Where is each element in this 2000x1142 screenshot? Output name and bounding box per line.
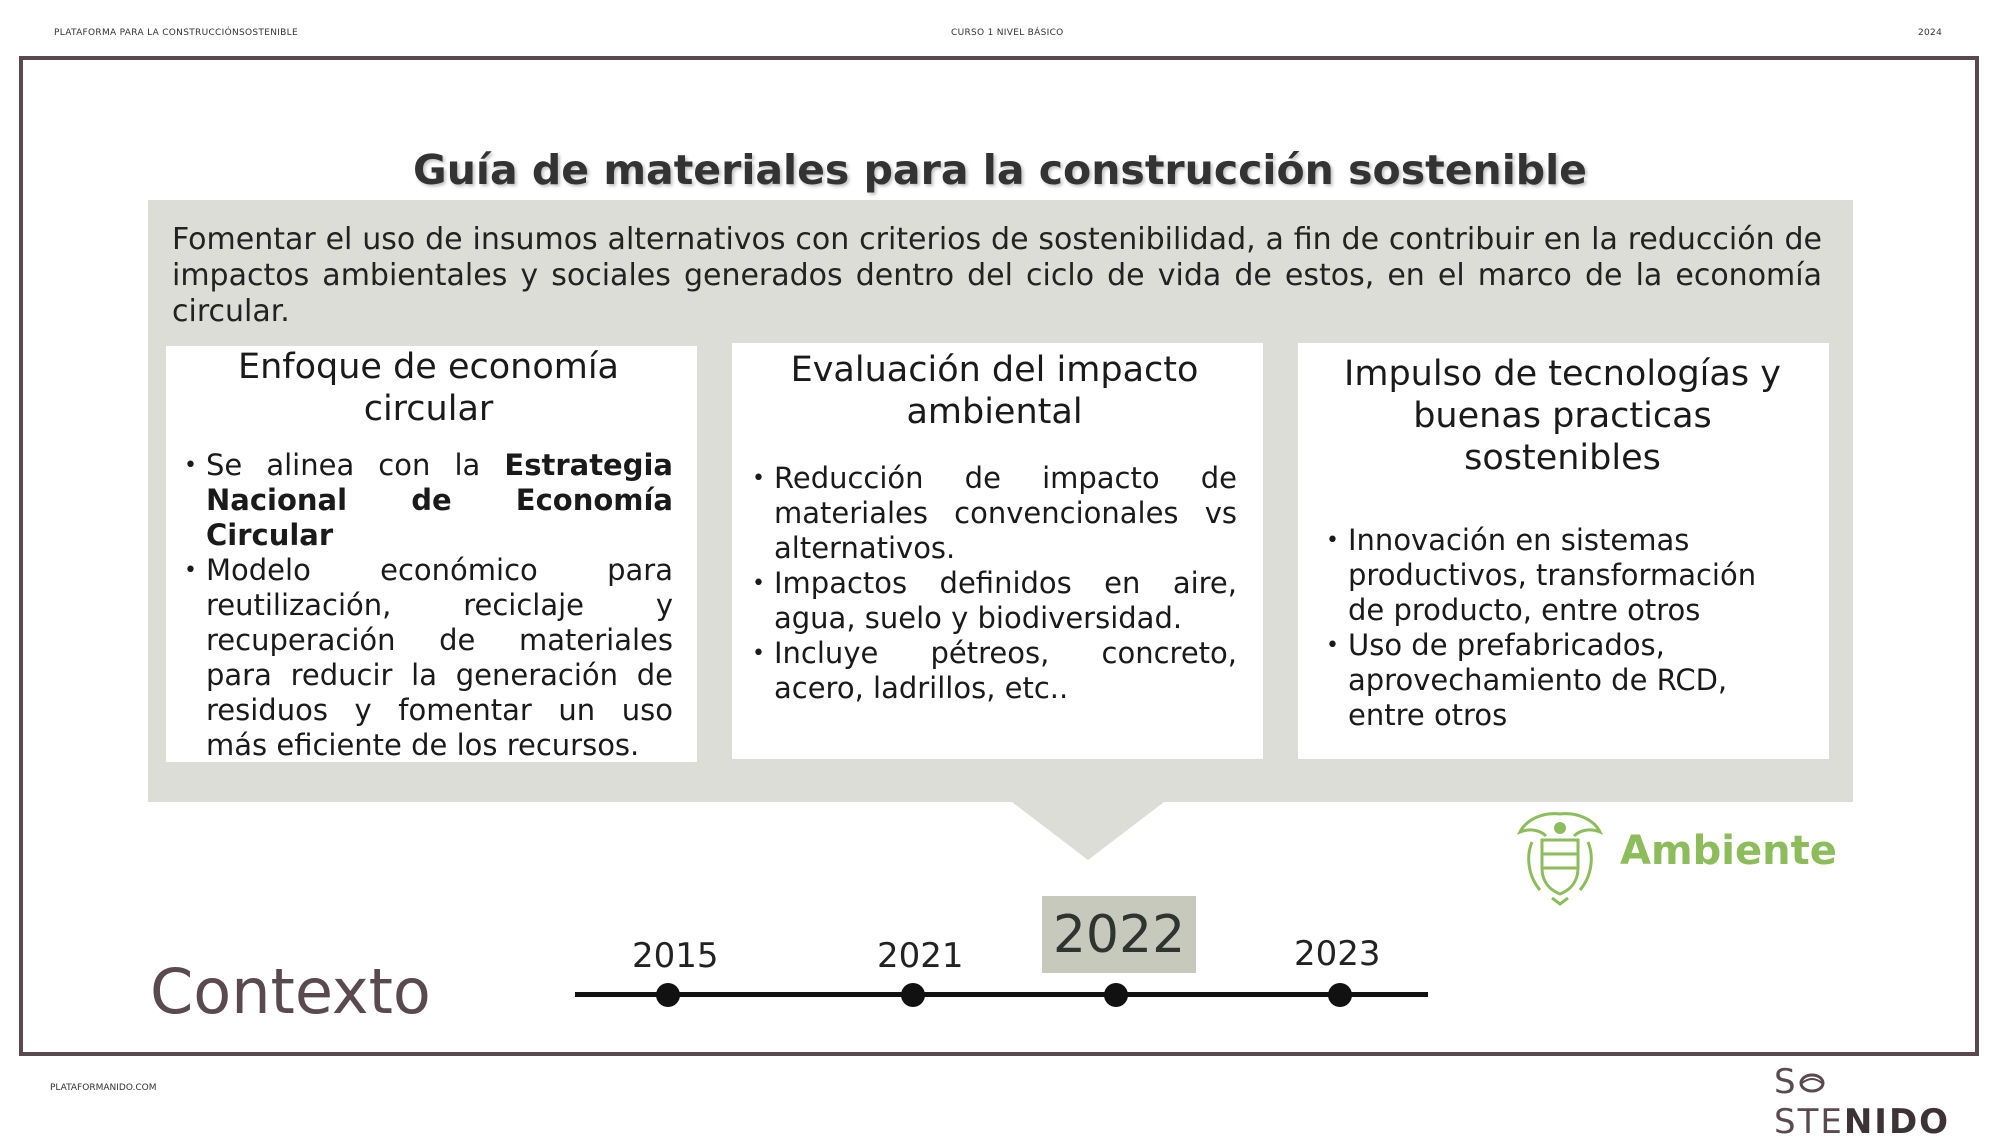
list-item: • Uso de prefabricados, aprovechamiento de RCD, entre otros [1326, 628, 1799, 733]
brand-nest-icon [1799, 1070, 1825, 1096]
header-left-text: PLATAFORMA PARA LA CONSTRUCCIÓNSOSTENIBLE [54, 28, 298, 38]
timeline-axis [575, 992, 1428, 997]
card-bullet-list [752, 461, 1237, 706]
timeline-dot [656, 983, 680, 1007]
card-bullet-list [1326, 523, 1799, 733]
panel-pointer [1012, 802, 1164, 860]
timeline-dot [901, 983, 925, 1007]
card-title: Evaluación del impacto ambiental [790, 350, 1199, 432]
slide-title: Guía de materiales para la construcción sostenible [413, 146, 1587, 194]
list-item: • Impactos definidos en aire, agua, suelo y biodiversidad. [752, 566, 1237, 636]
list-item: • Se alinea con la Estrategia Nacional de Economía Circular [184, 448, 673, 553]
list-item: • Modelo económico para reutilización, reciclaje y recuperación de materiales para reducir la generación de residuos y fomentar un uso más eficiente de los recursos. [184, 553, 673, 763]
coat-of-arms-icon [1512, 806, 1608, 906]
timeline-year-2023: 2023 [1294, 934, 1381, 974]
brand-mid-text: STE [1774, 1102, 1844, 1142]
section-label: Contexto [150, 955, 431, 1028]
timeline-dot [1328, 983, 1352, 1007]
header-right-text: 2024 [1918, 28, 1943, 38]
timeline-year-2015: 2015 [632, 936, 719, 976]
card-title: Impulso de tecnologías y buenas practicas sostenibles [1344, 354, 1781, 478]
list-item: • Incluye pétreos, concreto, acero, ladrillos, etc.. [752, 636, 1237, 706]
card-title: Enfoque de economía circular [237, 347, 620, 429]
card-circular-economy [166, 346, 697, 762]
brand-bold-text: NIDO [1843, 1102, 1951, 1142]
list-item: • Innovación en sistemas productivos, transformación de producto, entre otros [1326, 523, 1799, 628]
footer-url: PLATAFORMANIDO.COM [50, 1083, 157, 1093]
list-item: • Reducción de impacto de materiales convencionales vs alternativos. [752, 461, 1237, 566]
brand-letter: S [1774, 1062, 1798, 1102]
intro-paragraph: Fomentar el uso de insumos alternativos con criterios de sostenibilidad, a fin de contribuir en la reducción de impactos ambientales y sociales generados dentro del ciclo de vida de estos, en el marco de la economía circular. [172, 222, 1822, 329]
card-environmental-impact [732, 343, 1263, 759]
ministry-logo-text: Ambiente [1620, 828, 1837, 874]
brand-logo [1774, 1062, 2000, 1142]
timeline-year-2021: 2021 [877, 936, 964, 976]
card-bullet-list [184, 448, 673, 763]
timeline-dot [1104, 983, 1128, 1007]
card-sustainable-technologies [1298, 343, 1829, 759]
header-center-text: CURSO 1 NIVEL BÁSICO [951, 28, 1064, 38]
timeline-year-2022-highlight: 2022 [1042, 896, 1196, 973]
